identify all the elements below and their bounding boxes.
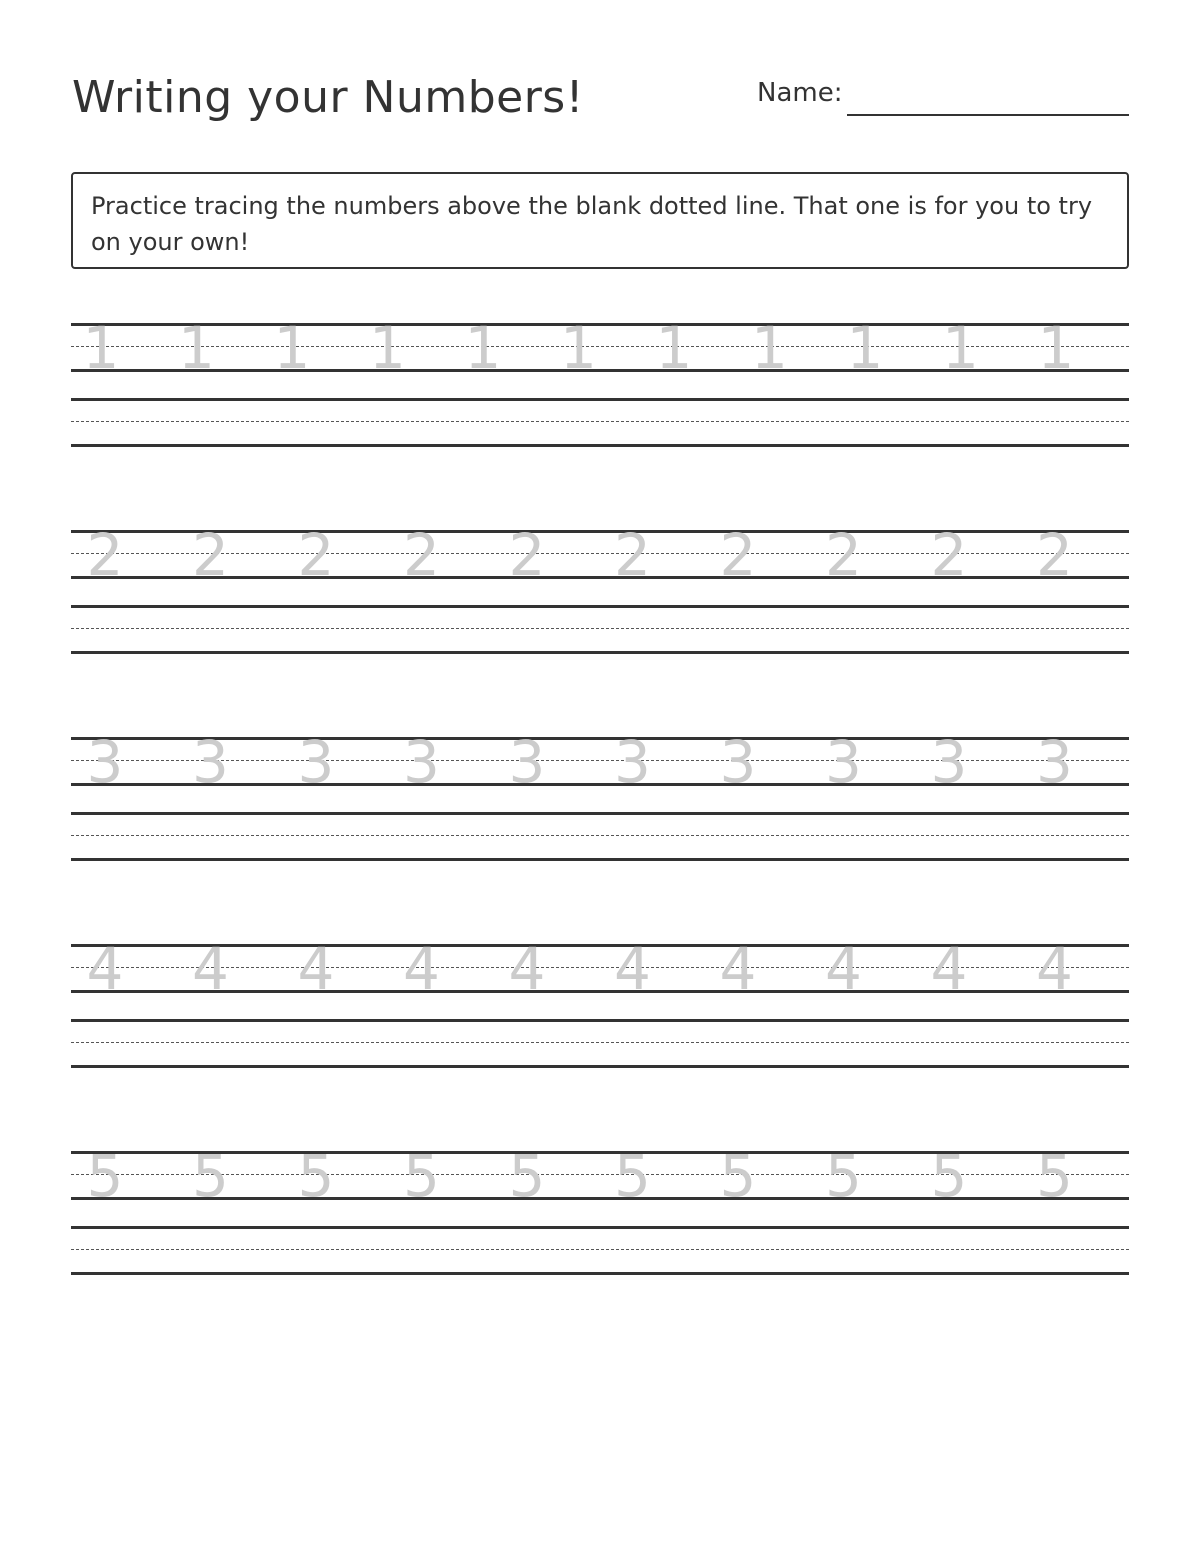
name-field[interactable] [757, 78, 1130, 118]
blank-solid-line[interactable] [71, 444, 1129, 447]
trace-digit-5: 5 [192, 1142, 229, 1210]
trace-digit-1: 1 [178, 314, 215, 382]
trace-digits [71, 314, 1129, 382]
practice-row-5 [71, 1142, 1129, 1275]
blank-solid-line[interactable] [71, 1019, 1129, 1022]
blank-solid-line[interactable] [71, 651, 1129, 654]
trace-digit-1: 1 [560, 314, 597, 382]
trace-digit-2: 2 [297, 521, 335, 589]
trace-digit-3: 3 [719, 728, 757, 796]
trace-digit-1: 1 [1037, 314, 1075, 382]
trace-digit-1: 1 [655, 314, 693, 382]
trace-digit-2: 2 [403, 521, 440, 589]
practice-row-2 [71, 521, 1129, 654]
trace-digit-4: 4 [825, 935, 862, 1003]
blank-dashed-midline[interactable] [71, 628, 1129, 629]
trace-digit-5: 5 [614, 1142, 651, 1210]
trace-digits [71, 728, 1129, 796]
trace-digit-4: 4 [719, 935, 757, 1003]
blank-dashed-midline[interactable] [71, 835, 1129, 836]
trace-digit-4: 4 [192, 935, 229, 1003]
trace-digit-2: 2 [930, 521, 968, 589]
trace-digit-3: 3 [192, 728, 229, 796]
trace-digit-3: 3 [1036, 728, 1073, 796]
trace-digit-5: 5 [403, 1142, 440, 1210]
name-label: Name: [757, 78, 843, 108]
trace-digit-1: 1 [464, 314, 502, 382]
trace-digit-1: 1 [369, 314, 406, 382]
blank-solid-line[interactable] [71, 1226, 1129, 1229]
trace-digit-3: 3 [825, 728, 862, 796]
trace-digit-2: 2 [1036, 521, 1073, 589]
trace-digit-2: 2 [825, 521, 862, 589]
name-underline[interactable] [847, 114, 1129, 116]
trace-digit-2: 2 [86, 521, 124, 589]
trace-digit-4: 4 [1036, 935, 1073, 1003]
trace-digit-3: 3 [297, 728, 335, 796]
trace-digit-4: 4 [403, 935, 440, 1003]
page-title: Writing your Numbers! [72, 72, 584, 123]
blank-dashed-midline[interactable] [71, 1249, 1129, 1250]
blank-solid-line[interactable] [71, 812, 1129, 815]
trace-digit-3: 3 [403, 728, 440, 796]
trace-digits [71, 1142, 1129, 1210]
trace-digit-5: 5 [1036, 1142, 1073, 1210]
trace-digit-4: 4 [930, 935, 968, 1003]
trace-digit-1: 1 [82, 314, 120, 382]
trace-digit-4: 4 [614, 935, 651, 1003]
trace-digit-1: 1 [273, 314, 311, 382]
trace-digit-4: 4 [297, 935, 335, 1003]
blank-solid-line[interactable] [71, 1065, 1129, 1068]
blank-dashed-midline[interactable] [71, 1042, 1129, 1043]
trace-digit-3: 3 [614, 728, 651, 796]
blank-solid-line[interactable] [71, 398, 1129, 401]
blank-solid-line[interactable] [71, 858, 1129, 861]
trace-digit-1: 1 [942, 314, 979, 382]
trace-digit-1: 1 [751, 314, 788, 382]
trace-digit-1: 1 [846, 314, 884, 382]
practice-row-4 [71, 935, 1129, 1068]
trace-digit-5: 5 [719, 1142, 757, 1210]
blank-solid-line[interactable] [71, 1272, 1129, 1275]
trace-digit-5: 5 [825, 1142, 862, 1210]
trace-digit-3: 3 [508, 728, 546, 796]
instructions-box: Practice tracing the numbers above the blank dotted line. That one is for you to try on your own! [71, 172, 1129, 269]
trace-digit-4: 4 [86, 935, 124, 1003]
trace-digit-3: 3 [86, 728, 124, 796]
trace-digits [71, 935, 1129, 1003]
trace-digit-5: 5 [297, 1142, 335, 1210]
trace-digit-2: 2 [192, 521, 229, 589]
trace-digit-4: 4 [508, 935, 546, 1003]
blank-dashed-midline[interactable] [71, 421, 1129, 422]
trace-digit-3: 3 [930, 728, 968, 796]
trace-digit-2: 2 [508, 521, 546, 589]
trace-digit-2: 2 [719, 521, 757, 589]
trace-digit-5: 5 [508, 1142, 546, 1210]
blank-solid-line[interactable] [71, 605, 1129, 608]
trace-digits [71, 521, 1129, 589]
practice-row-1 [71, 314, 1129, 447]
trace-digit-5: 5 [86, 1142, 124, 1210]
trace-digit-5: 5 [930, 1142, 968, 1210]
practice-row-3 [71, 728, 1129, 861]
trace-digit-2: 2 [614, 521, 651, 589]
